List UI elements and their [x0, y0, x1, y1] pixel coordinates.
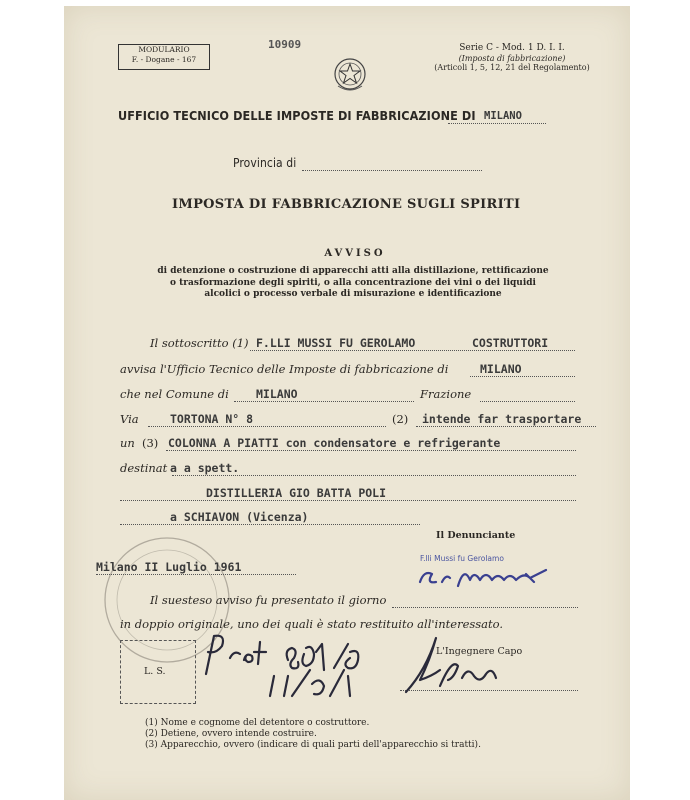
avviso-heading: AVVISO: [324, 248, 386, 259]
date-value: Milano II Luglio 1961: [96, 560, 242, 574]
dest-line-2: [120, 500, 576, 501]
destinat-value: a a spett.: [170, 461, 240, 475]
emblem-icon: [330, 52, 370, 96]
office-city: MILANO: [484, 110, 522, 122]
sottoscritto-line: [250, 350, 575, 351]
series-sub1: (Imposta di fabbricazione): [458, 54, 566, 63]
intende-label: (2): [392, 412, 409, 426]
via-line: [148, 426, 386, 427]
avvisa-value: MILANO: [480, 362, 522, 376]
sottoscritto-label: Il sottoscritto (1): [150, 336, 249, 350]
intende-line: [416, 426, 596, 427]
dest-city: a SCHIAVON (Vicenza): [170, 510, 309, 524]
restituito-label: in doppio originale, uno dei quali è stato restituito all'interessato.: [120, 617, 504, 631]
form-code-line1: MODULARIO: [138, 45, 190, 54]
form-code-box: [118, 44, 210, 70]
series-label: Serie C - Mod. 1 D. I. I.: [459, 43, 565, 53]
office-city-line: [448, 123, 546, 124]
series-block: [432, 44, 592, 72]
avviso-line2: o trasformazione degli spiriti, o alla concentrazione dei vini o dei liquidi: [170, 277, 536, 288]
un-label: un: [120, 436, 135, 450]
denunciante-signature-icon: [410, 560, 590, 594]
dest-company: DISTILLERIA GIO BATTA POLI: [206, 486, 387, 500]
destinat-label: destinat: [120, 461, 168, 475]
comune-line: [234, 401, 414, 402]
un-number: (3): [142, 436, 159, 450]
presentato-label: Il suesteso avviso fu presentato il giorno: [150, 593, 387, 607]
un-line: [166, 450, 576, 451]
document-number: 10909: [268, 38, 302, 51]
province-label: Provincia di: [233, 156, 297, 170]
protocol-handwriting-icon: [200, 630, 400, 710]
series-sub2: (Articoli 1, 5, 12, 21 del Regolamento): [434, 63, 590, 72]
form-code-line2: F. - Dogane - 167: [131, 55, 197, 64]
ls-label: L. S.: [144, 666, 166, 677]
avviso-description: [118, 266, 588, 301]
province-line: [302, 170, 482, 171]
via-value: TORTONA N° 8: [170, 412, 254, 426]
frazione-line: [480, 401, 575, 402]
via-label: Via: [120, 412, 139, 426]
footnote-3: (3) Apparecchio, ovvero (indicare di quali parti dell'apparecchio si tratti).: [145, 740, 481, 750]
comune-label: che nel Comune di: [120, 387, 229, 401]
destinat-line: [172, 475, 576, 476]
document-title: IMPOSTA DI FABBRICAZIONE SUGLI SPIRITI: [172, 197, 521, 212]
avvisa-label: avvisa l'Ufficio Tecnico delle Imposte di fabbricazione di: [120, 362, 449, 376]
ingegnere-label: L'Ingegnere Capo: [436, 646, 523, 657]
engineer-signature-icon: [396, 630, 516, 700]
date-line: [96, 574, 296, 575]
avviso-line1: di detenzione o costruzione di apparecchi atti alla distillazione, rettificazione: [157, 266, 549, 276]
avviso-line3: alcolici o processo verbale di misurazione e identificazione: [204, 289, 502, 299]
footnote-2: (2) Detiene, ovvero intende costruire.: [145, 729, 317, 739]
sottoscritto-value: F.LLI MUSSI FU GEROLAMO: [256, 336, 416, 350]
dest-line-3: [120, 524, 420, 525]
intende-value: intende far trasportare: [422, 412, 582, 426]
un-value: COLONNA A PIATTI con condensatore e refrigerante: [168, 436, 501, 450]
company-stamp: F.lli Mussi fu Gerolamo: [420, 554, 504, 563]
footnote-1: (1) Nome e cognome del detentore o costruttore.: [145, 718, 370, 728]
avvisa-line: [470, 376, 575, 377]
comune-value: MILANO: [256, 387, 298, 401]
office-label: UFFICIO TECNICO DELLE IMPOSTE DI FABBRICAZIONE DI: [118, 108, 476, 123]
sottoscritto-role: COSTRUTTORI: [472, 336, 549, 350]
presentato-line: [392, 607, 578, 608]
frazione-label: Frazione: [420, 387, 472, 401]
denunciante-label: Il Denunciante: [436, 530, 516, 541]
